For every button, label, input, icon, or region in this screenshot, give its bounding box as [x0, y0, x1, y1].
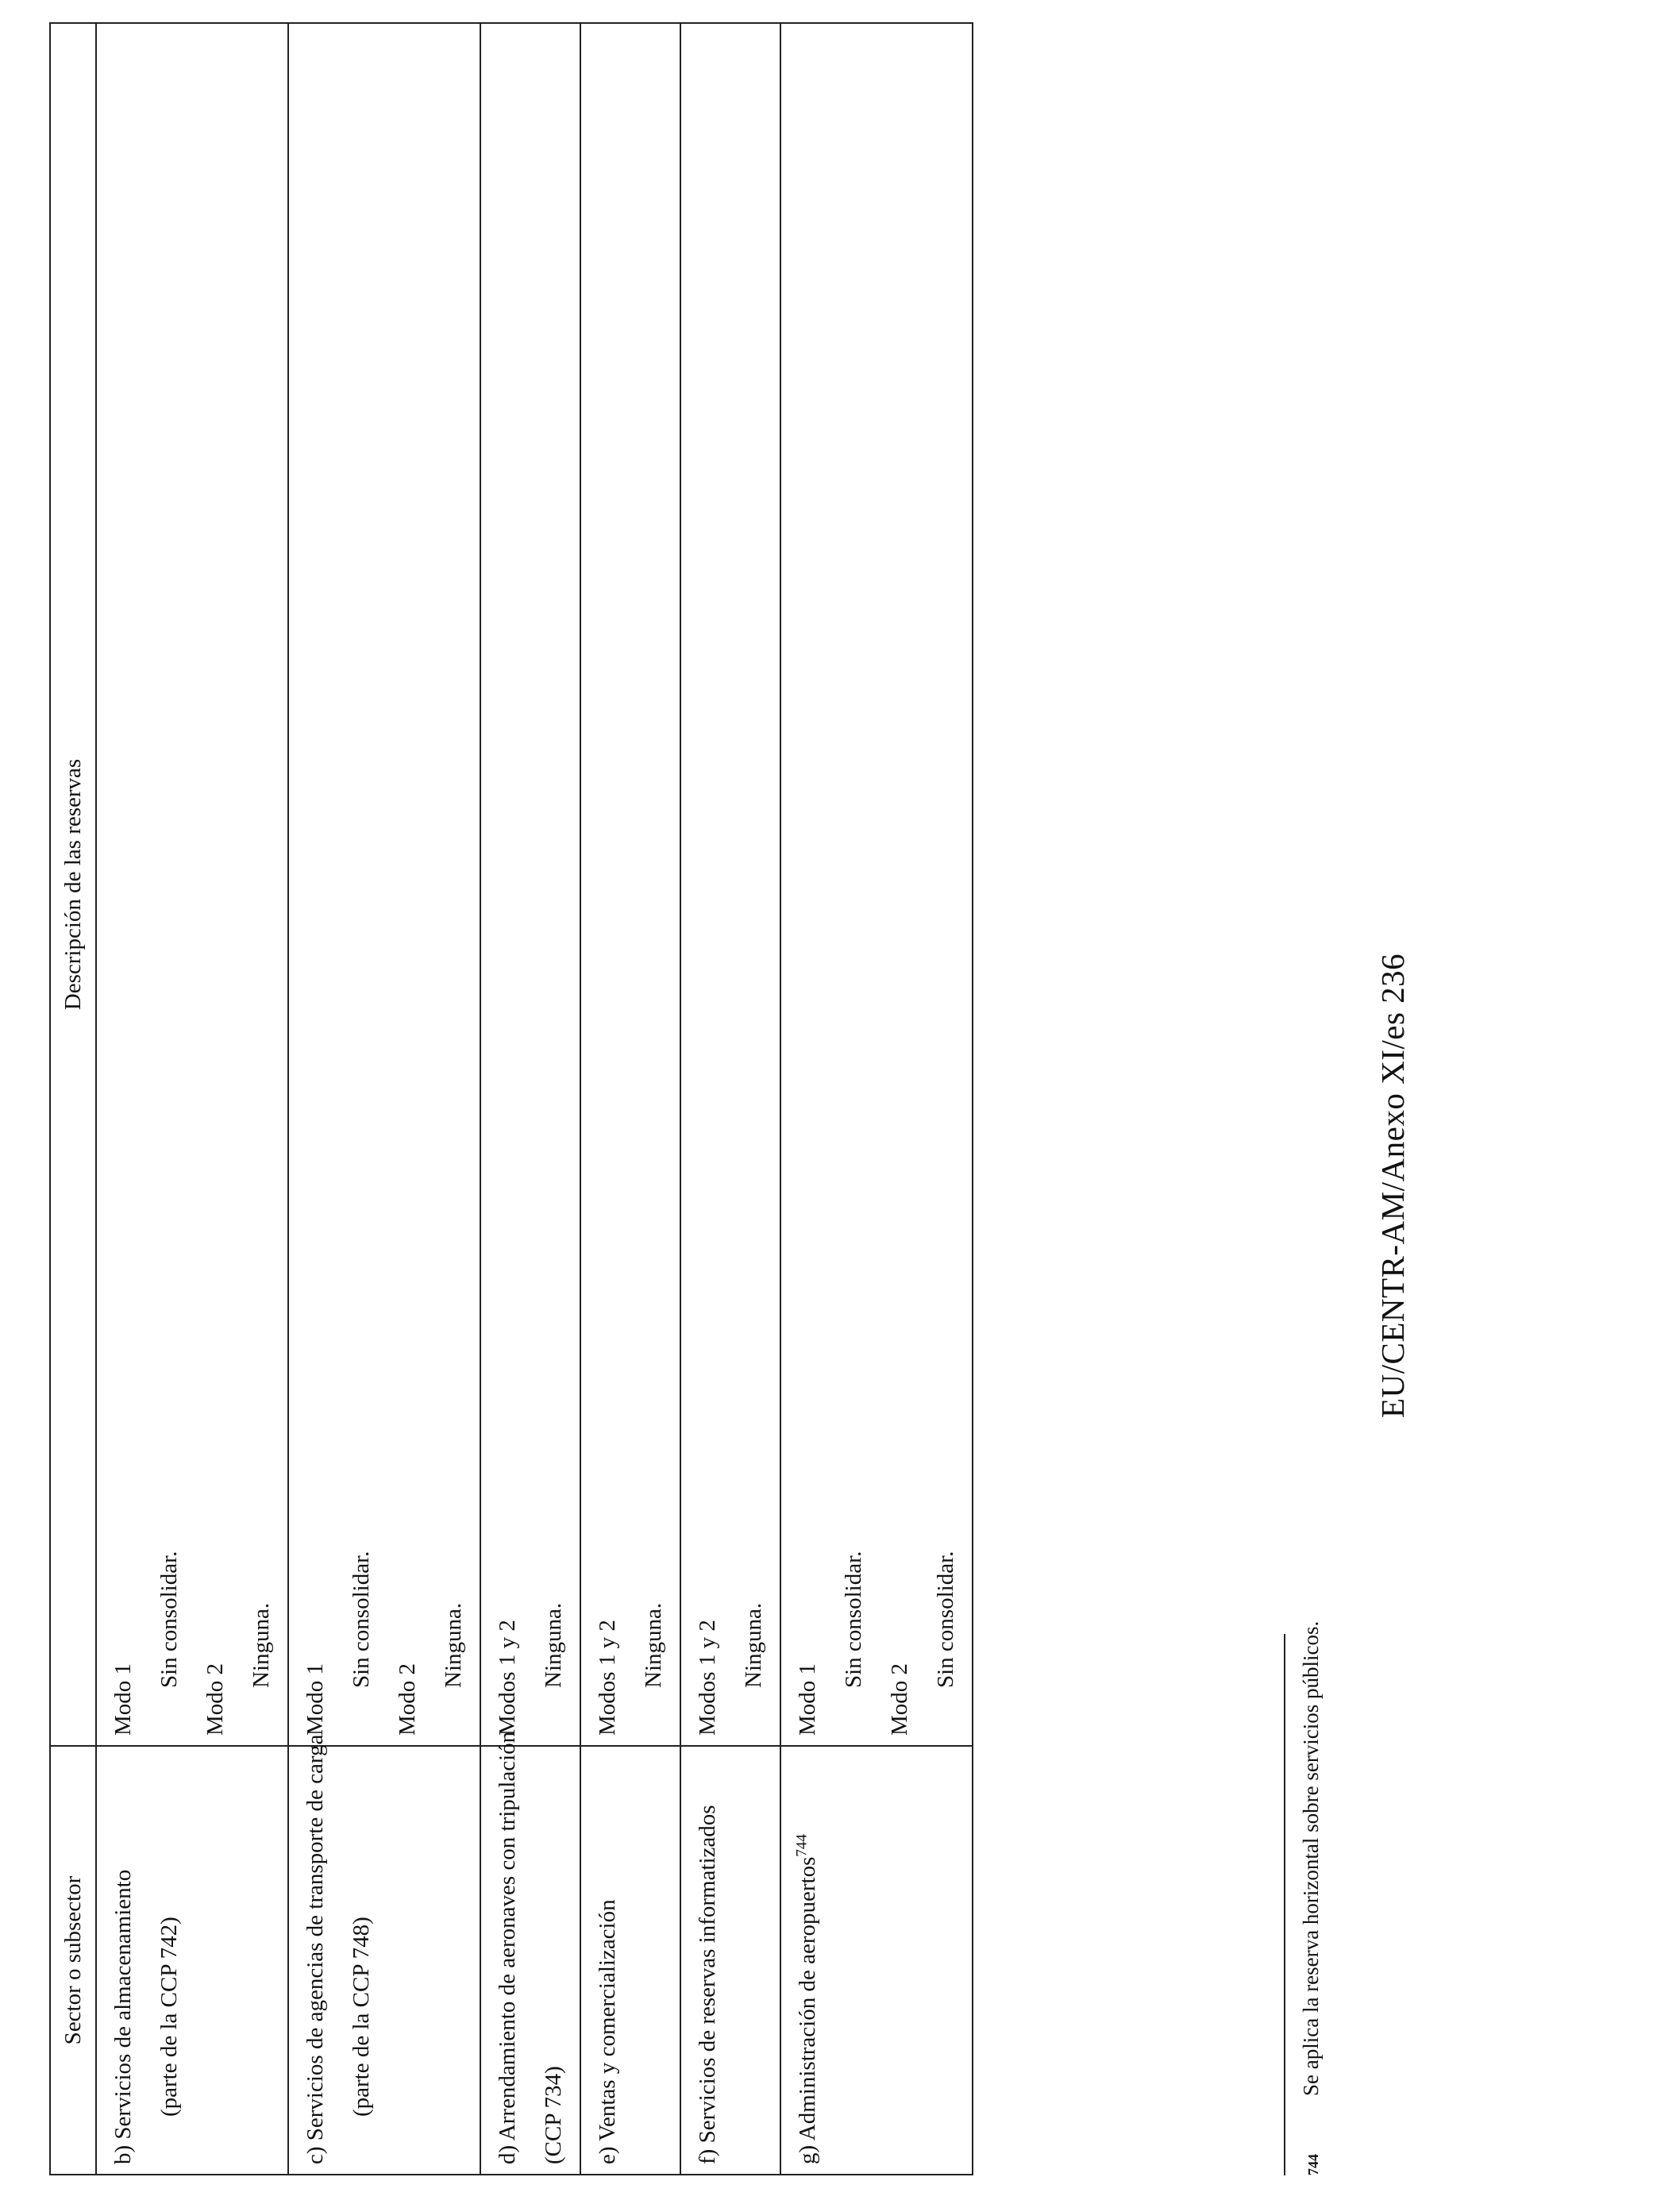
description-cell: [680, 23, 780, 1746]
mode-label: Modo 1: [302, 1663, 328, 1736]
footnote-number: 744: [1305, 2154, 1321, 2175]
description-cell: [480, 23, 580, 1746]
mode-label: Modo 2: [202, 1663, 228, 1736]
mode-label: Modos 1 y 2: [495, 1620, 520, 1736]
table-row: [680, 23, 780, 2175]
sector-name: c) Servicios de agencias de transporte de carga: [302, 1734, 328, 2164]
mode-label: Modos 1 y 2: [595, 1620, 620, 1736]
sector-cell: [580, 1746, 680, 2175]
header-description: Descripción de las reservas: [50, 23, 96, 1746]
mode-reservation: Sin consolidar.: [933, 1551, 958, 1688]
sector-name: b) Servicios de almacenamiento: [110, 1869, 136, 2164]
footnote-text: Se aplica la reserva horizontal sobre servicios públicos.: [1299, 1620, 1323, 2096]
sector-name: e) Ventas y comercialización: [595, 1899, 620, 2164]
sector-cell: [288, 1734, 480, 2175]
description-cell: [580, 23, 680, 1746]
mode-reservation: Ninguna.: [249, 1602, 274, 1688]
sector-cell: [780, 1746, 973, 2175]
mode-label: Modo 2: [887, 1663, 912, 1736]
description-cell: [96, 23, 288, 1746]
mode-reservation: Ninguna.: [641, 1602, 666, 1688]
mode-reservation: Sin consolidar.: [349, 1551, 374, 1688]
table-row: [780, 23, 973, 2175]
mode-reservation: Sin consolidar.: [841, 1551, 866, 1688]
sector-cell: [96, 1746, 288, 2175]
sector-cell: [680, 1746, 780, 2175]
mode-reservation: Ninguna.: [441, 1602, 466, 1688]
sector-cell: [480, 1731, 580, 2175]
header-sector: Sector o subsector: [50, 1746, 96, 2175]
document-reference: EU/CENTR-AM/Anexo XI/es 236: [1374, 953, 1411, 1418]
footnote-ref[interactable]: 744: [793, 1834, 811, 1857]
mode-label: Modo 1: [110, 1663, 136, 1736]
sector-name: d) Arrendamiento de aeronaves con tripulación: [495, 1731, 520, 2164]
sector-code: (parte de la CCP 748): [349, 1917, 374, 2117]
mode-label: Modo 2: [395, 1663, 420, 1736]
description-cell: [288, 23, 480, 1746]
description-cell: [780, 23, 973, 1746]
table-row: [580, 23, 680, 2175]
footnote-divider: [1284, 1634, 1285, 2175]
table-row: [480, 23, 580, 2175]
sector-name: [784, 1756, 830, 2164]
table-header-row: [50, 23, 96, 2175]
sector-name-text: g) Administración de aeropuertos: [795, 1856, 820, 2164]
sector-name: f) Servicios de reservas informatizados: [695, 1805, 720, 2164]
mode-reservation: Ninguna.: [741, 1602, 766, 1688]
mode-label: Modo 1: [795, 1663, 820, 1736]
table-row: [288, 23, 480, 2175]
footnote: [1299, 1621, 1324, 2175]
sector-code: (parte de la CCP 742): [156, 1917, 182, 2117]
reservations-table: [49, 22, 973, 2175]
mode-reservation: Ninguna.: [541, 1602, 566, 1688]
mode-label: Modos 1 y 2: [695, 1620, 720, 1736]
mode-reservation: Sin consolidar.: [156, 1551, 182, 1688]
sector-code: (CCP 734): [541, 2066, 566, 2164]
table-row: [96, 23, 288, 2175]
